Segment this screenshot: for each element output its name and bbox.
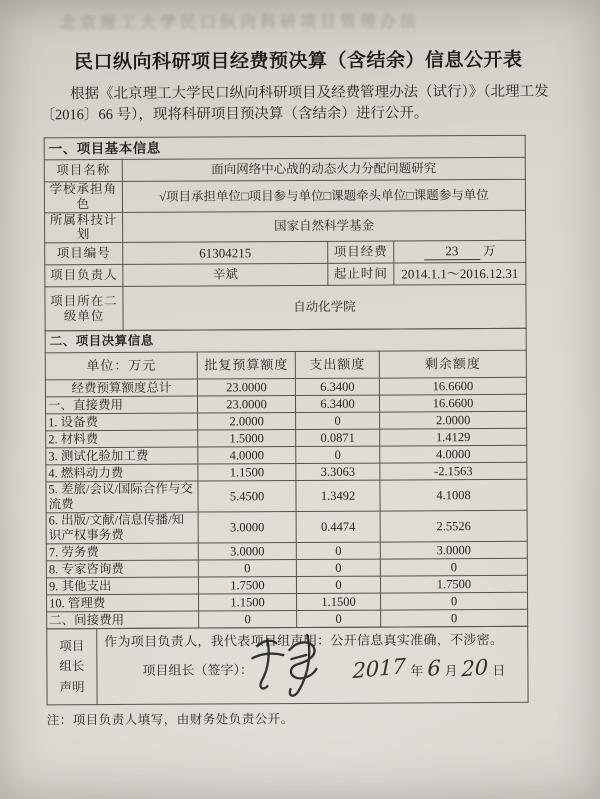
role-label: 学校承担角色: [44, 182, 122, 213]
page-title: 民口纵向科研项目经费预决算（含结余）信息公开表: [73, 49, 523, 74]
row-remaining: 1.7500: [380, 575, 527, 593]
table-row: [46, 510, 527, 544]
row-spent: 0: [296, 542, 380, 559]
year-char: 年: [410, 663, 424, 679]
row-label: 5. 差旅/会议/国际合作与交流费: [46, 481, 198, 513]
row-spent: 1.3492: [296, 480, 380, 511]
form-table: [44, 135, 528, 706]
row-label: 一、直接费用: [45, 396, 197, 414]
row-spent: 6.3400: [295, 378, 379, 395]
row-approved: 1.1500: [198, 464, 296, 482]
project-name-value: 面向网络中心战的动态火力分配问题研究: [122, 157, 525, 181]
funding-amount: 23: [424, 244, 480, 261]
row-label: 4. 燃料动力费: [46, 464, 198, 482]
project-name-label: 项目名称: [44, 160, 122, 182]
section-2-title: 二、项目决算信息: [45, 328, 526, 353]
row-remaining: 0: [381, 592, 528, 610]
row-approved: 0: [199, 611, 297, 629]
project-no-label: 项目编号: [45, 243, 123, 265]
basic-info-table: [44, 135, 527, 332]
row-label: 2. 材料费: [46, 430, 198, 448]
col-remaining: 剩余额度: [379, 350, 526, 378]
row-approved: 1.5000: [198, 430, 296, 448]
col-spent: 支出额度: [295, 351, 379, 378]
pi-row: [45, 262, 526, 287]
row-label: 9. 其他支出: [46, 577, 198, 595]
row-remaining: -2.1563: [380, 462, 527, 480]
funding-value-cell: [394, 240, 526, 263]
row-spent: 0: [296, 559, 380, 576]
unit-label: 项目所在二级单位: [45, 287, 123, 331]
signature-ink: [247, 628, 325, 700]
row-remaining: 0: [380, 558, 527, 576]
handwritten-year: 2017: [352, 654, 407, 684]
row-spent: 0: [296, 446, 380, 463]
row-spent: 6.3400: [295, 395, 379, 412]
footnote: 注：项目负责人填写，由财务处负责公开。: [46, 712, 294, 728]
row-approved: 23.0000: [197, 379, 295, 397]
intro-paragraph: 根据《北京理工大学民口纵向科研项目及经费管理办法（试行）》（北理工发〔2016〕66 号），现将科研项目预决算（含结余）进行公开。: [40, 83, 549, 123]
col-approved: 批复预算额度: [197, 352, 295, 380]
row-approved: 23.0000: [197, 396, 295, 414]
row-label: 6. 出版/文献/信息传播/知识产权事务费: [46, 512, 198, 544]
pi-name: 辛斌: [123, 264, 328, 287]
declaration-statement: 作为项目负责人，我代表项目组声明：公开信息真实准确，不涉密。: [104, 632, 504, 650]
row-label: 经费预算额度总计: [45, 379, 197, 397]
row-approved: 0: [198, 560, 296, 578]
program-row: [45, 210, 526, 243]
sign-label: 项目组长（签字）：: [142, 662, 253, 679]
row-spent: 0: [297, 610, 381, 627]
row-approved: 4.0000: [198, 447, 296, 465]
handwritten-day: 20: [461, 655, 489, 682]
project-name-row: [44, 157, 525, 182]
table-row: [46, 479, 527, 513]
row-label: 1. 设备费: [46, 413, 198, 431]
funding-unit: 万: [482, 244, 496, 259]
pi-label: 项目负责人: [45, 265, 123, 287]
row-approved: 1.7500: [198, 577, 296, 595]
day-char: 日: [492, 663, 506, 679]
unit-value: 自动化学院: [123, 284, 526, 330]
row-spent: 3.3063: [296, 463, 380, 480]
funding-label: 项目经费: [328, 241, 394, 263]
project-no-row: [45, 240, 526, 265]
row-label: 二、间接费用: [47, 611, 199, 629]
row-label: 3. 测试化验加工费: [46, 447, 198, 465]
declaration-label: 项目 组长 声明: [47, 629, 97, 705]
row-remaining: 16.6600: [379, 377, 526, 395]
row-label: 10. 管理费: [47, 594, 199, 612]
row-remaining: 3.0000: [380, 541, 527, 559]
row-approved: 2.0000: [198, 413, 296, 431]
period-label: 起止时间: [328, 263, 394, 285]
row-spent: 0.0871: [296, 429, 380, 446]
row-approved: 1.1500: [199, 594, 297, 612]
row-approved: 3.0000: [198, 543, 296, 561]
role-row: [44, 179, 525, 212]
row-spent: 0: [296, 576, 380, 593]
row-label: 7. 劳务费: [46, 543, 198, 561]
row-remaining: 2.5526: [380, 510, 527, 542]
settlement-table: [45, 328, 529, 630]
section-1-title: 一、项目基本信息: [44, 135, 525, 160]
row-label: 8. 专家咨询费: [46, 560, 198, 578]
date-block: [353, 656, 506, 682]
row-remaining: 2.0000: [380, 411, 527, 429]
section-2-header: [45, 328, 526, 353]
section-1-header: [44, 135, 525, 160]
row-remaining: 4.0000: [380, 445, 527, 463]
settlement-columns-row: [45, 350, 526, 380]
row-approved: 3.0000: [198, 512, 296, 544]
bleedthrough-text: 北京理工大学民口纵向科研项目管理办法: [59, 13, 421, 33]
row-remaining: 1.4129: [380, 428, 527, 446]
month-char: 月: [444, 663, 458, 679]
row-spent: 0.4474: [296, 511, 380, 542]
row-remaining: 0: [381, 609, 528, 627]
unit-row: [45, 284, 526, 331]
period-value: 2014.1.1～2016.12.31: [394, 262, 526, 285]
row-remaining: 4.1008: [380, 479, 527, 511]
role-checkboxes: √项目承担单位□项目参与单位□课题牵头单位□课题参与单位: [122, 179, 525, 212]
handwritten-month: 6: [427, 656, 441, 682]
project-no-value: 61304215: [123, 242, 328, 265]
row-spent: 1.1500: [297, 593, 381, 610]
row-spent: 0: [296, 412, 380, 429]
row-remaining: 16.6600: [379, 394, 526, 412]
row-approved: 5.4500: [198, 481, 296, 513]
col-unit: 单位：万元: [45, 352, 197, 380]
program-label: 所属科技计划: [45, 212, 123, 243]
program-value: 国家自然科学基金: [123, 210, 526, 243]
